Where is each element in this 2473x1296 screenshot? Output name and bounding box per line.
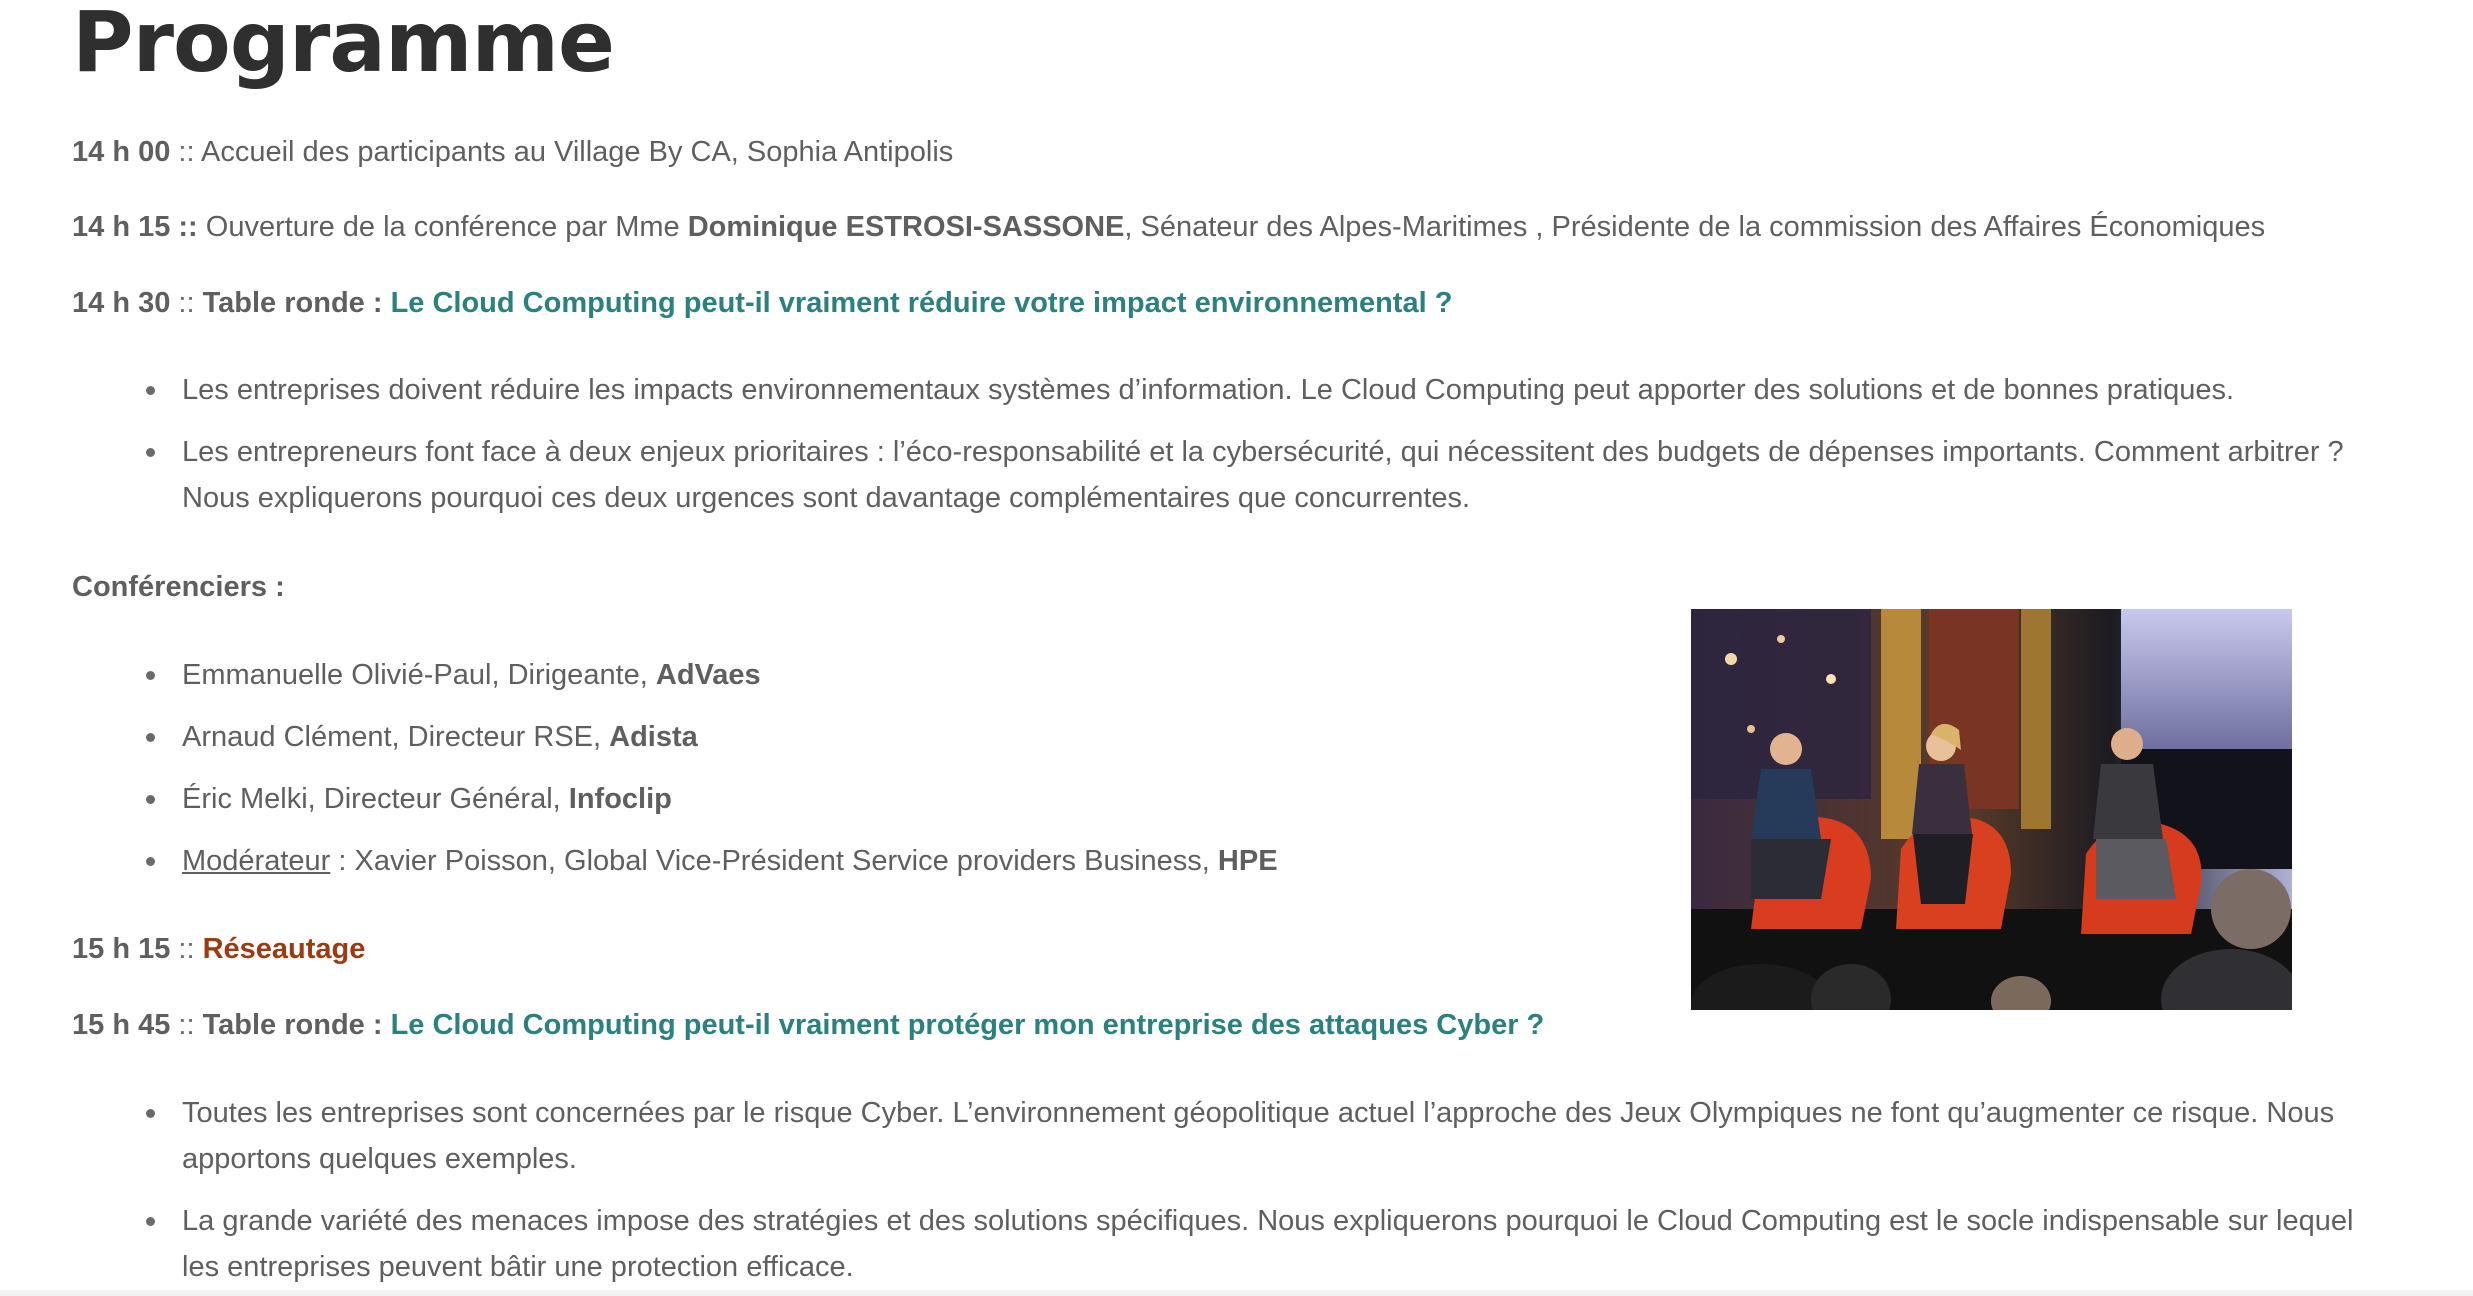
time-label: 14 h 15 :: [72,211,198,243]
schedule-item-1545 [72,1005,1544,1045]
list-item: La grande variété des menaces impose des stratégies et des solutions spécifiques. Nous expliquerons pourquoi le Cloud Computing est le socle indispensable sur lequel les entreprises peuvent bâtir une protection efficace. [144,1198,2382,1290]
separator: :: [170,287,203,319]
item-text: Ouverture de la conférence par Mme [197,211,688,243]
speaker-company: AdVaes [655,659,761,691]
footer-divider [0,1290,2473,1296]
speaker-text: Éric Melki, Directeur Général, [182,783,569,815]
time-label: 15 h 45 [72,1009,171,1041]
speaker-name: Dominique ESTROSI-SASSONE [687,211,1125,243]
topic-bullets-cyber [144,1090,2384,1290]
topic-bullets-environment [144,367,2384,521]
speaker-text: Arnaud Clément, Directeur RSE, [182,721,610,753]
panel-discussion-photo [1691,609,2292,1010]
topic-link-cyber[interactable]: Le Cloud Computing peut-il vraiment protéger mon entreprise des attaques Cyber ? [390,1009,1545,1041]
schedule-item-1400 [72,132,953,172]
time-label: 14 h 00 [72,136,171,168]
table-ronde-label: Table ronde : [202,287,391,319]
speaker-company: Adista [609,721,698,753]
item-text: Accueil des participants au Village By CA, Sophia Antipolis [200,136,954,168]
time-label: 15 h 15 [72,933,171,965]
separator: :: [170,1009,203,1041]
schedule-item-1430 [72,283,1452,323]
moderator-company: HPE [1217,845,1278,877]
topic-link-environment[interactable]: Le Cloud Computing peut-il vraiment réduire votre impact environnemental ? [390,287,1453,319]
photo-illustration [1691,609,2292,1010]
networking-link[interactable]: Réseautage [202,933,366,965]
schedule-item-1415 [72,207,2265,247]
time-label: 14 h 30 [72,287,171,319]
speaker-text: Emmanuelle Olivié-Paul, Dirigeante, [182,659,656,691]
table-ronde-label: Table ronde : [202,1009,391,1041]
list-item: Les entrepreneurs font face à deux enjeux prioritaires : l’éco-responsabilité et la cybersécurité, qui nécessitent des budgets de dépenses importants. Comment arbitrer ? Nous expliquerons pourquoi ces deux urgences sont davantage complémentaires que concurrentes. [144,429,2362,521]
schedule-item-1515 [72,929,365,969]
item-text-continued: , Sénateur des Alpes-Maritimes , Présidente de la commission des Affaires Économiques [1124,211,2266,243]
list-item: Les entreprises doivent réduire les impacts environnementaux systèmes d’information. Le Cloud Computing peut apporter des solutions et de bonnes pratiques. [144,367,2384,413]
separator: :: [170,136,201,168]
moderator-text: : Xavier Poisson, Global Vice-Président Service providers Business, [330,845,1218,877]
separator: :: [170,933,203,965]
page-title: Programme [72,0,614,91]
speaker-company: Infoclip [568,783,672,815]
moderator-link[interactable]: Modérateur [182,845,331,877]
list-item: Toutes les entreprises sont concernées par le risque Cyber. L’environnement géopolitique actuel l’approche des Jeux Olympiques ne font qu’augmenter ce risque. Nous apportons quelques exemples. [144,1090,2382,1182]
speakers-heading: Conférenciers : [72,571,285,603]
